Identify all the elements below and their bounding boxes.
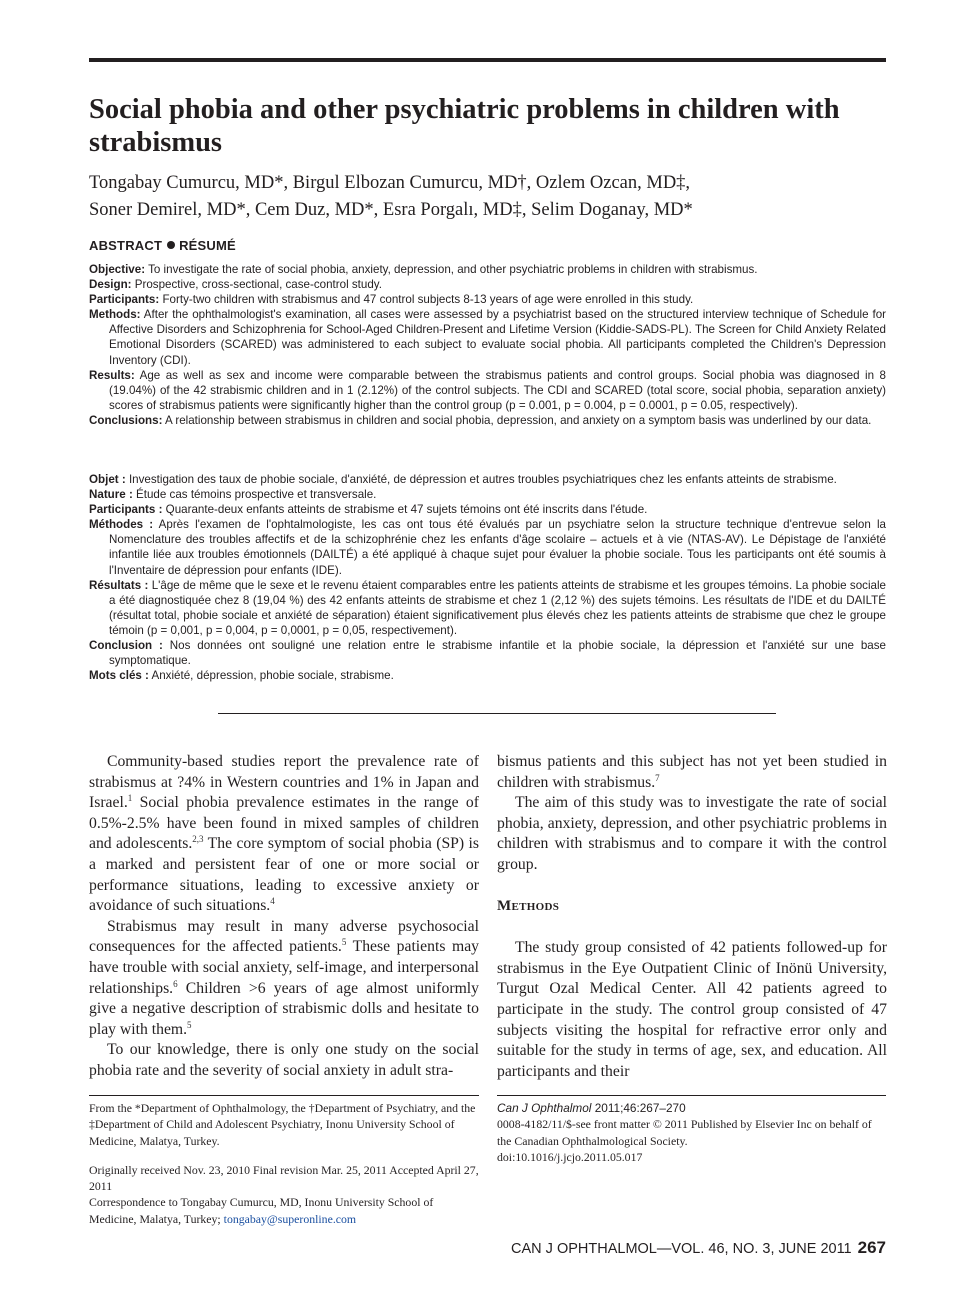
abstract-section-text: Age as well as sex and income were comparable between the strabismus patients and control groups. Social phobia was diagnosed in 8 (19.04%) of the 42 strabismic children and in 1 (2.12%) of the control subjects. The CDI and SCARED (total score, social phobia, separation anxiety) scores of strabismus patients were significantly higher than the control group (p = 0.001, p = 0.004, p = 0.0001, p = 0.05, respectively).	[109, 368, 886, 412]
abstract-section-label: Objective:	[89, 263, 146, 276]
abstract-section-text: L'âge de même que le sexe et le revenu étaient comparables entre les patients atteints de strabisme et les groupes témoins. La phobie sociale a été diagnostiquée chez 8 (19,04 %) des 42 enfants atteints de strabisme et chez 1 (2,12 %) des sujets témoins. Les résultats de l'IDE et du DAILTÉ (résultat total, phobie sociale et anxiété de séparation) étaient significativement plus élevés chez les patients atteints de strabisme que chez le groupe témoin (p = 0,001, p = 0,004, p = 0,0001, p = 0,05, respectivement).	[109, 578, 886, 637]
correspondence-text: Correspondence to Tongabay Cumurcu, MD, Inonu University School of Medicine, Malatya, Turkey;	[89, 1195, 434, 1226]
running-footer	[511, 1238, 886, 1258]
abstract-section	[89, 502, 886, 517]
body-paragraph	[497, 938, 887, 1082]
abstract-english	[89, 262, 886, 428]
abstract-section	[89, 638, 886, 668]
abstract-section-text: To investigate the rate of social phobia, anxiety, depression, and other psychiatric problems in children with strabismus.	[145, 263, 758, 276]
journal-citation	[497, 1100, 886, 1116]
abstract-section-text: Étude cas témoins prospective et transversale.	[132, 488, 377, 502]
citation-ref[interactable]: 7	[655, 772, 660, 783]
abstract-section	[89, 307, 886, 367]
abstract-section-text: Forty-two children with strabismus and 47 control subjects 8-13 years of age were enrolled in this study.	[159, 293, 694, 307]
body-paragraph	[89, 752, 479, 917]
abstract-section	[89, 368, 886, 413]
author-line-1: Tongabay Cumurcu, MD*, Birgul Elbozan Cumurcu, MD†, Ozlem Ozcan, MD‡,	[89, 173, 691, 193]
abstract-section	[89, 668, 886, 683]
abstract-section-label: Results:	[89, 368, 135, 382]
body-text: bismus patients and this subject has not yet been studied in children with strabismus.	[497, 753, 887, 791]
author-list	[89, 170, 886, 223]
abstract-section	[89, 487, 886, 502]
body-text: Children >6 years of age almost uniformly give a negative description of strabismic dolls and hesitate to play with them.	[89, 979, 479, 1038]
doi: doi:10.1016/j.jcjo.2011.05.017	[497, 1149, 643, 1164]
body-paragraph	[89, 917, 479, 1041]
citation-ref[interactable]: 1	[127, 793, 133, 804]
body-text: Strabismus may result in many adverse psychosocial consequences for the affected patients.	[89, 917, 479, 956]
body-text: The core symptom of social phobia (SP) is a marked and persistent fear of one or more social or performance situations, leading to excessive anxiety or avoidance of such situations.	[89, 835, 479, 915]
citation-ref[interactable]: 5	[187, 1019, 192, 1030]
body-paragraph	[89, 1040, 479, 1081]
body-column-right	[497, 752, 887, 1082]
citation-ref[interactable]: 2,3	[192, 834, 204, 845]
journal-ref: 2011;46:267–270	[591, 1101, 686, 1115]
footnote-rule-left	[89, 1095, 479, 1096]
methods-heading: Methods	[497, 897, 560, 914]
article-title: Social phobia and other psychiatric problems in children with strabismus	[89, 94, 840, 158]
abstract-section-label: Participants:	[89, 293, 160, 307]
abstract-section-text: Anxiété, dépression, phobie sociale, strabisme.	[148, 669, 394, 683]
abstract-section-label: Nature :	[89, 488, 133, 502]
abstract-section	[89, 277, 886, 292]
journal-name: Can J Ophthalmol	[497, 1101, 592, 1115]
abstract-section-label: Conclusions:	[89, 413, 163, 427]
footnotes-left	[89, 1100, 479, 1227]
abstract-section-text: Nos données ont souligné une relation entre le strabisme infantile et la phobie sociale, la dépression et l'anxiété sur une base symptomatique.	[109, 639, 886, 668]
abstract-section-text: A relationship between strabismus in children and social phobia, depression, and anxiety on a symptom basis was underlined by our data.	[162, 413, 872, 427]
abstract-section-text: Investigation des taux de phobie sociale, d'anxiété, de dépression et autres troubles psychiatriques chez les enfants atteints de strabisme.	[125, 473, 837, 486]
running-footer-text: CAN J OPHTHALMOL—VOL. 46, NO. 3, JUNE 2011	[511, 1241, 852, 1257]
abstract-section	[89, 517, 886, 577]
abstract-section	[89, 292, 886, 307]
abstract-section-label: Participants :	[89, 503, 163, 517]
footnote-rule-right	[497, 1095, 886, 1096]
body-text: The study group consisted of 42 patients followed-up for strabismus in the Eye Outpatient Clinic of Inönü University, Turgut Ozal Medical Center. All 42 patients agreed to participate in the study. The control group consisted of 47 subjects visiting the hospital for refractive error only and suitable for the study in terms of age, sex, and education. All participants and their	[497, 939, 887, 1080]
abstract-section-text: Quarante-deux enfants atteints de strabisme et 47 sujets témoins ont été inscrits dans l'étude.	[162, 503, 648, 517]
footnotes-right	[497, 1100, 886, 1165]
body-text: To our knowledge, there is only one study on the social phobia rate and the severity of social anxiety in adult stra-	[89, 1041, 479, 1079]
abstract-french	[89, 472, 886, 683]
body-paragraph	[497, 793, 887, 875]
received-note: Originally received Nov. 23, 2010 Final revision Mar. 25, 2011 Accepted April 27, 2011	[89, 1162, 479, 1194]
top-rule	[89, 58, 886, 62]
body-column-left	[89, 752, 479, 1082]
abstract-section-label: Conclusion :	[89, 639, 163, 653]
abstract-heading-fr: RÉSUMÉ	[179, 238, 236, 253]
abstract-section	[89, 262, 886, 277]
abstract-section	[89, 413, 886, 428]
abstract-section-label: Objet :	[89, 473, 126, 486]
body-paragraph	[497, 752, 887, 793]
abstract-heading-en: ABSTRACT	[89, 238, 163, 253]
abstract-section-label: Mots clés :	[89, 669, 149, 683]
abstract-section-text: Prospective, cross-sectional, case-control study.	[131, 278, 382, 292]
abstract-section-label: Design:	[89, 278, 132, 292]
citation-ref[interactable]: 4	[270, 896, 275, 907]
body-text: These patients may have trouble with social anxiety, self-image, and interpersonal relationships.	[89, 938, 479, 997]
abstract-section-label: Résultats :	[89, 578, 149, 592]
section-divider	[218, 713, 776, 714]
body-text: The aim of this study was to investigate the rate of social phobia, anxiety, depression, and other psychiatric problems in children with strabismus and to compare it with the control group.	[497, 794, 887, 873]
citation-ref[interactable]: 6	[173, 978, 178, 989]
abstract-section-label: Methods:	[89, 308, 141, 322]
citation-ref[interactable]: 5	[341, 937, 347, 948]
body-text: Community-based studies report the prevalence rate of strabismus at ?4% in Western countries and 1% in Japan and Israel.	[89, 753, 479, 812]
abstract-section-text: After the ophthalmologist's examination, all cases were assessed by a psychiatrist based on the structured interview technique of Schedule for Affective Disorders and Schizophrenia for School-Aged Children-Present and Lifetime Version (Kiddie-SADS-PL). The Screen for Child Anxiety Related Emotional Disorders (SCARED) was administered to each subject to evaluate social phobia. All participants completed the Children's Depression Inventory (CDI).	[109, 308, 886, 367]
author-line-2: Soner Demirel, MD*, Cem Duz, MD*, Esra Porgalı, MD‡, Selim Doganay, MD*	[89, 199, 693, 220]
correspondence-note	[89, 1194, 479, 1227]
body-text: Social phobia prevalence estimates in the range of 0.5%-2.5% have been found in mixed samples of children and adolescents.	[89, 794, 479, 853]
copyright-note: 0008-4182/11/$-see front matter © 2011 Published by Elsevier Inc on behalf of the Canadian Ophthalmological Society.	[497, 1117, 872, 1148]
abstract-section-text: Après l'examen de l'ophtalmologiste, les cas ont tous été évalués par un psychiatre selon la structure technique d'entrevue selon la Nomenclature des troubles affectifs et de la schizophrénie chez les enfants d'âge scolaire – actuels et à vie (NTAS-AV). Le Dépistage de l'anxiété infantile liée aux troubles émotionnels (DAILTÉ) a été appliqué à chaque sujet pour évaluer la phobie sociale. Tous les participants ont été soumis à l'Inventaire de dépression pour enfants (IDE).	[109, 518, 886, 577]
email-link[interactable]: tongabay@superonline.com	[223, 1211, 357, 1226]
abstract-section-label: Méthodes :	[89, 518, 154, 532]
affiliation-note: From the *Department of Ophthalmology, the †Department of Psychiatry, and the ‡Department of Child and Adolescent Psychiatry, Inonu University School of Medicine, Malatya, Turkey.	[89, 1101, 476, 1148]
page-number: 267	[857, 1238, 886, 1257]
bullet-icon	[167, 241, 175, 249]
abstract-section	[89, 578, 886, 638]
abstract-section	[89, 472, 886, 487]
abstract-heading	[89, 238, 236, 253]
